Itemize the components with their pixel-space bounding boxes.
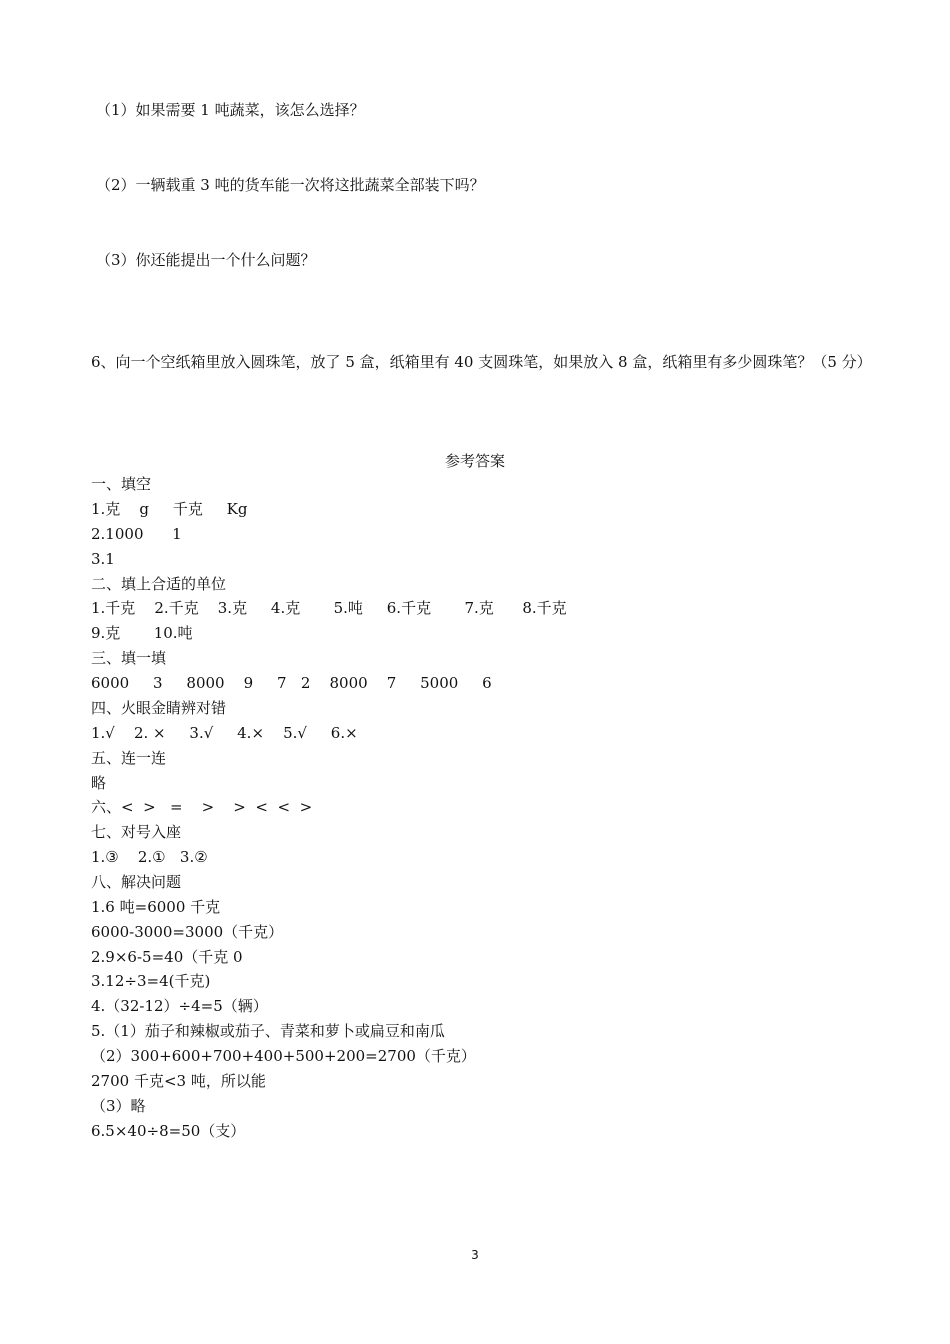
answer-line: 5.（1）茄子和辣椒或茄子、青菜和萝卜或扁豆和南瓜 xyxy=(91,1022,445,1040)
answer-line: 略 xyxy=(91,774,107,792)
answer-line: 一、填空 xyxy=(91,475,152,493)
answer-line: 2.1000 1 xyxy=(91,525,182,543)
question-6: 6、向一个空纸箱里放入圆珠笔，放了 5 盒，纸箱里有 40 支圆珠笔，如果放入 8 盒，纸箱里有多少圆珠笔？（5 分） xyxy=(91,353,872,371)
answer-line: 4.（32-12）÷4=5（辆） xyxy=(91,997,268,1015)
answer-line: 9.克 10.吨 xyxy=(91,624,193,642)
answer-line: 3.12÷3=4(千克) xyxy=(91,972,211,990)
answer-line: 2700 千克<3 吨，所以能 xyxy=(91,1072,266,1090)
answer-line: 1.√ 2. × 3.√ 4.× 5.√ 6.× xyxy=(91,724,358,742)
answer-key-title: 参考答案 xyxy=(444,452,505,470)
answer-line: 1.千克 2.千克 3.克 4.克 5.吨 6.千克 7.克 8.千克 xyxy=(91,599,567,617)
answer-line: 三、填一填 xyxy=(91,649,167,667)
answer-line: 四、火眼金睛辨对错 xyxy=(91,699,227,717)
answer-line: 3.1 xyxy=(91,550,115,568)
answer-line: 6000-3000=3000（千克） xyxy=(91,923,284,941)
question-5-2: （2）一辆载重 3 吨的货车能一次将这批蔬菜全部装下吗？ xyxy=(96,176,485,194)
answer-line: 1.6 吨=6000 千克 xyxy=(91,898,221,916)
page-number: 3 xyxy=(471,1248,479,1262)
answer-line: 6.5×40÷8=50（支） xyxy=(91,1122,246,1140)
answer-line: 八、解决问题 xyxy=(91,873,182,891)
answer-line: 七、对号入座 xyxy=(91,823,182,841)
answer-line: （2）300+600+700+400+500+200=2700（千克） xyxy=(91,1047,476,1065)
answer-line: （3）略 xyxy=(91,1097,146,1115)
answer-line: 1.克 g 千克 Kg xyxy=(91,500,248,518)
answer-line: 6000 3 8000 9 7 2 8000 7 5000 6 xyxy=(91,674,492,692)
answer-line: 五、连一连 xyxy=(91,749,167,767)
answer-line: 1.③ 2.① 3.② xyxy=(91,848,208,866)
answer-line: 2.9×6-5=40（千克 0 xyxy=(91,948,243,966)
answer-line: 二、填上合适的单位 xyxy=(91,575,227,593)
question-5-1: （1）如果需要 1 吨蔬菜，该怎么选择？ xyxy=(96,101,365,119)
answer-line: 六、< > = > > < < > xyxy=(91,798,313,816)
question-5-3: （3）你还能提出一个什么问题？ xyxy=(96,251,316,269)
